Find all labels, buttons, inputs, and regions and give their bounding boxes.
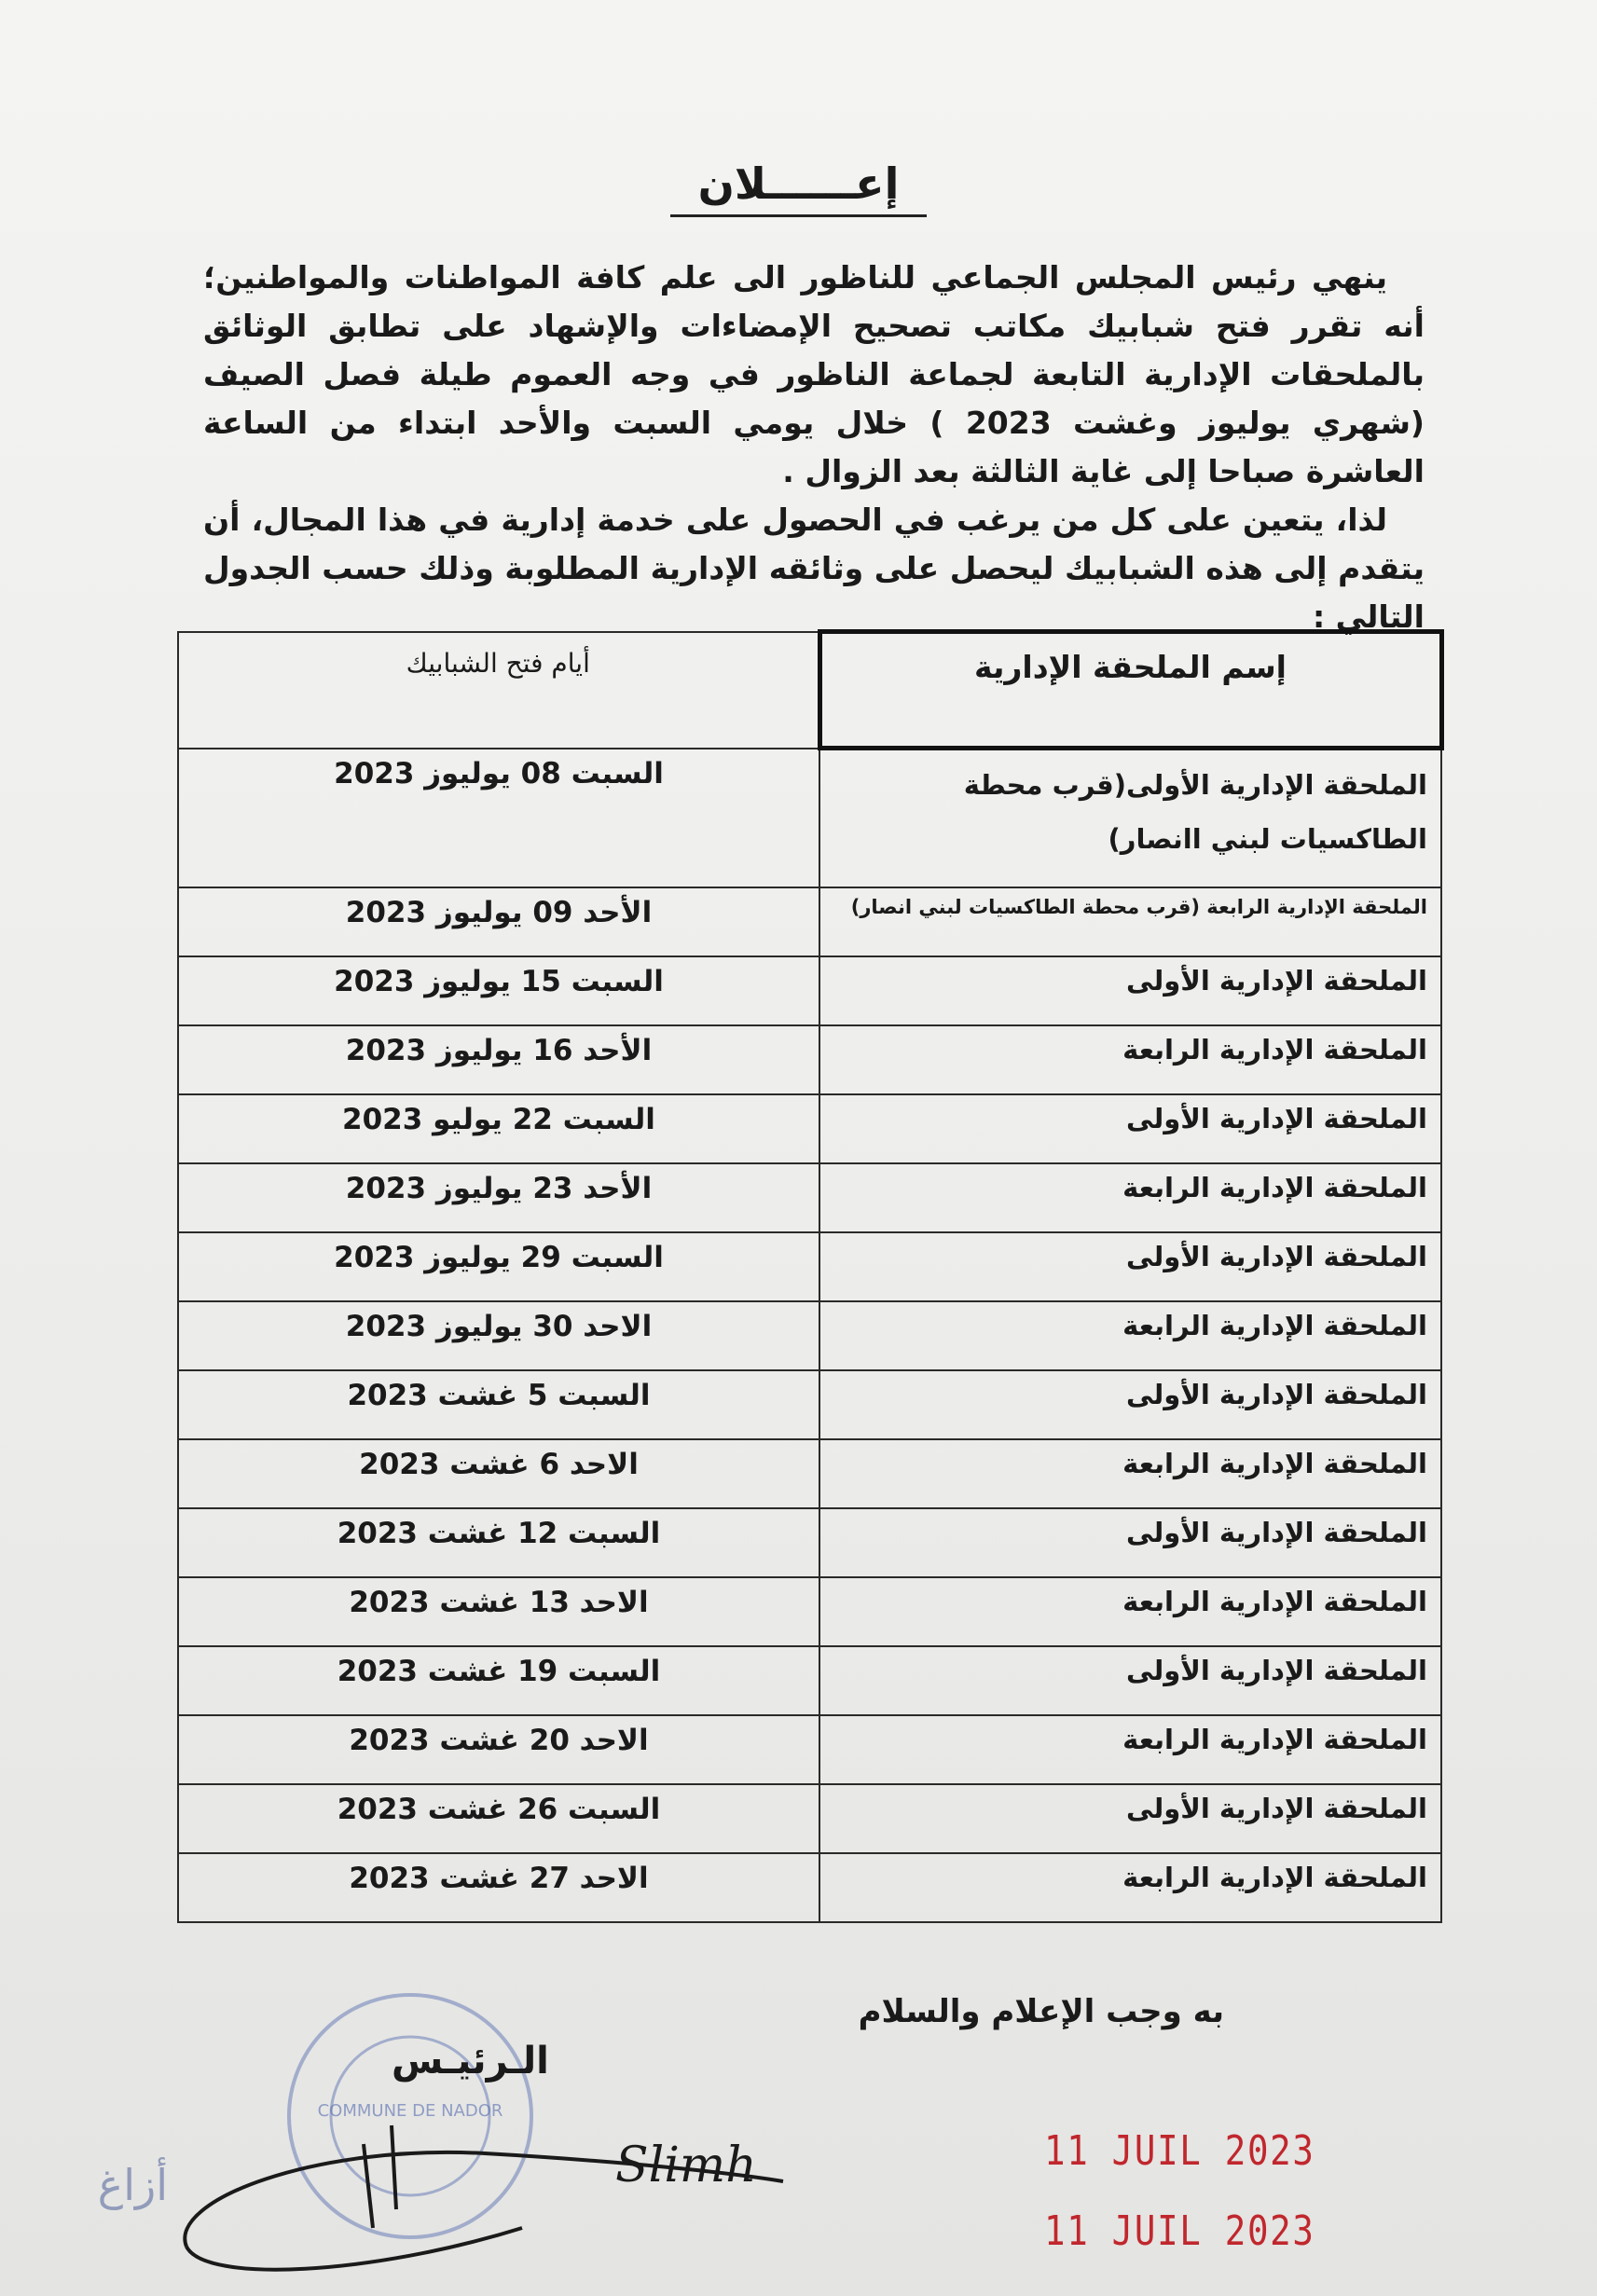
annex-cell: الملحقة الإدارية الرابعة (قرب محطة الطاكسيات لبني انصار)	[819, 887, 1441, 956]
day-cell: السبت 26 غشت 2023	[178, 1784, 819, 1853]
day-cell: الأحد 09 يوليوز 2023	[178, 887, 819, 956]
table-row	[178, 1715, 1441, 1784]
instruction-paragraph: لذا، يتعين على كل من يرغب في الحصول على خدمة إدارية في هذا المجال، أن يتقدم إلى هذه الشبابيك ليحصل على وثائقه الإدارية المطلوبة وذلك حسب الجدول التالي :	[203, 502, 1425, 635]
annex-cell: الملحقة الإدارية الرابعة	[819, 1163, 1441, 1232]
day-cell: السبت 29 يوليوز 2023	[178, 1232, 819, 1301]
annex-cell: الملحقة الإدارية الأولى	[819, 1370, 1441, 1439]
day-cell: الأحد 16 يوليوز 2023	[178, 1025, 819, 1094]
schedule-table	[177, 629, 1444, 1923]
table-row	[178, 1370, 1441, 1439]
annex-cell: الملحقة الإدارية الأولى	[819, 1646, 1441, 1715]
day-cell: الاحد 6 غشت 2023	[178, 1439, 819, 1508]
table-row	[178, 1853, 1441, 1922]
annex-cell: الملحقة الإدارية الأولى	[819, 1232, 1441, 1301]
day-cell: الاحد 20 غشت 2023	[178, 1715, 819, 1784]
annex-cell: الملحقة الإدارية الأولى	[819, 1784, 1441, 1853]
intro-paragraph: ينهي رئيس المجلس الجماعي للناظور الى علم كافة المواطنات والمواطنين؛ أنه تقرر فتح شبابيك مكاتب تصحيح الإمضاءات والإشهاد على تطابق الوثائق بالملحقات الإدارية التابعة لجماعة الناظور في وجه العموم طيلة فصل الصيف (شهري يوليوز وغشت 2023 ) خلال يومي السبت والأحد ابتداء من الساعة العاشرة صباحا إلى غاية الثالثة بعد الزوال .	[203, 259, 1425, 489]
day-cell: الأحد 23 يوليوز 2023	[178, 1163, 819, 1232]
annex-cell: الملحقة الإدارية الرابعة	[819, 1853, 1441, 1922]
table-row	[178, 887, 1441, 956]
table-row	[178, 1301, 1441, 1370]
annex-cell: الملحقة الإدارية الرابعة	[819, 1301, 1441, 1370]
annex-cell: الملحقة الإدارية الأولى	[819, 1094, 1441, 1163]
svg-text:Slimh: Slimh	[615, 2138, 757, 2193]
announcement-title: إعــــــلان	[0, 158, 1597, 209]
annex-cell: الملحقة الإدارية الرابعة	[819, 1577, 1441, 1646]
day-cell: السبت 08 يوليوز 2023	[178, 749, 819, 888]
annex-cell: الملحقة الإدارية الرابعة	[819, 1439, 1441, 1508]
date-stamp: 11 JUIL 2023	[1044, 2207, 1315, 2255]
president-signature	[97, 2088, 802, 2293]
table-row	[178, 1646, 1441, 1715]
annex-cell: الملحقة الإدارية الأولى	[819, 1508, 1441, 1577]
annex-cell: الملحقة الإدارية الرابعة	[819, 1025, 1441, 1094]
table-row	[178, 1577, 1441, 1646]
day-cell: السبت 19 غشت 2023	[178, 1646, 819, 1715]
header-opening-days: أيام فتح الشبابيك	[178, 632, 819, 749]
day-cell: السبت 22 يوليو 2023	[178, 1094, 819, 1163]
annex-cell: الملحقة الإدارية الأولى(قرب محطة الطاكسيات لبني اانصار)	[819, 749, 1441, 888]
table-header-row	[178, 632, 1441, 749]
day-cell: السبت 12 غشت 2023	[178, 1508, 819, 1577]
day-cell: الاحد 13 غشت 2023	[178, 1577, 819, 1646]
annex-cell: الملحقة الإدارية الأولى	[819, 956, 1441, 1025]
table-row	[178, 1784, 1441, 1853]
closing-statement: به وجب الإعلام والسلام	[858, 1993, 1224, 2030]
day-cell: السبت 15 يوليوز 2023	[178, 956, 819, 1025]
day-cell: السبت 5 غشت 2023	[178, 1370, 819, 1439]
table-row	[178, 1094, 1441, 1163]
table-row	[178, 1025, 1441, 1094]
day-cell: الاحد 27 غشت 2023	[178, 1853, 819, 1922]
table-row	[178, 749, 1441, 888]
day-cell: الاحد 30 يوليوز 2023	[178, 1301, 819, 1370]
table-row	[178, 956, 1441, 1025]
header-annex-name: إسم الملحقة الإدارية	[819, 632, 1441, 749]
svg-text:COMMUNE DE NADOR: COMMUNE DE NADOR	[317, 2101, 503, 2121]
table-row	[178, 1439, 1441, 1508]
svg-text:أزاغ: أزاغ	[97, 2160, 168, 2210]
table-row	[178, 1163, 1441, 1232]
table-row	[178, 1508, 1441, 1577]
date-stamp: 11 JUIL 2023	[1044, 2127, 1315, 2175]
table-row	[178, 1232, 1441, 1301]
annex-cell: الملحقة الإدارية الرابعة	[819, 1715, 1441, 1784]
president-label: الـرئيـس	[392, 2040, 549, 2083]
